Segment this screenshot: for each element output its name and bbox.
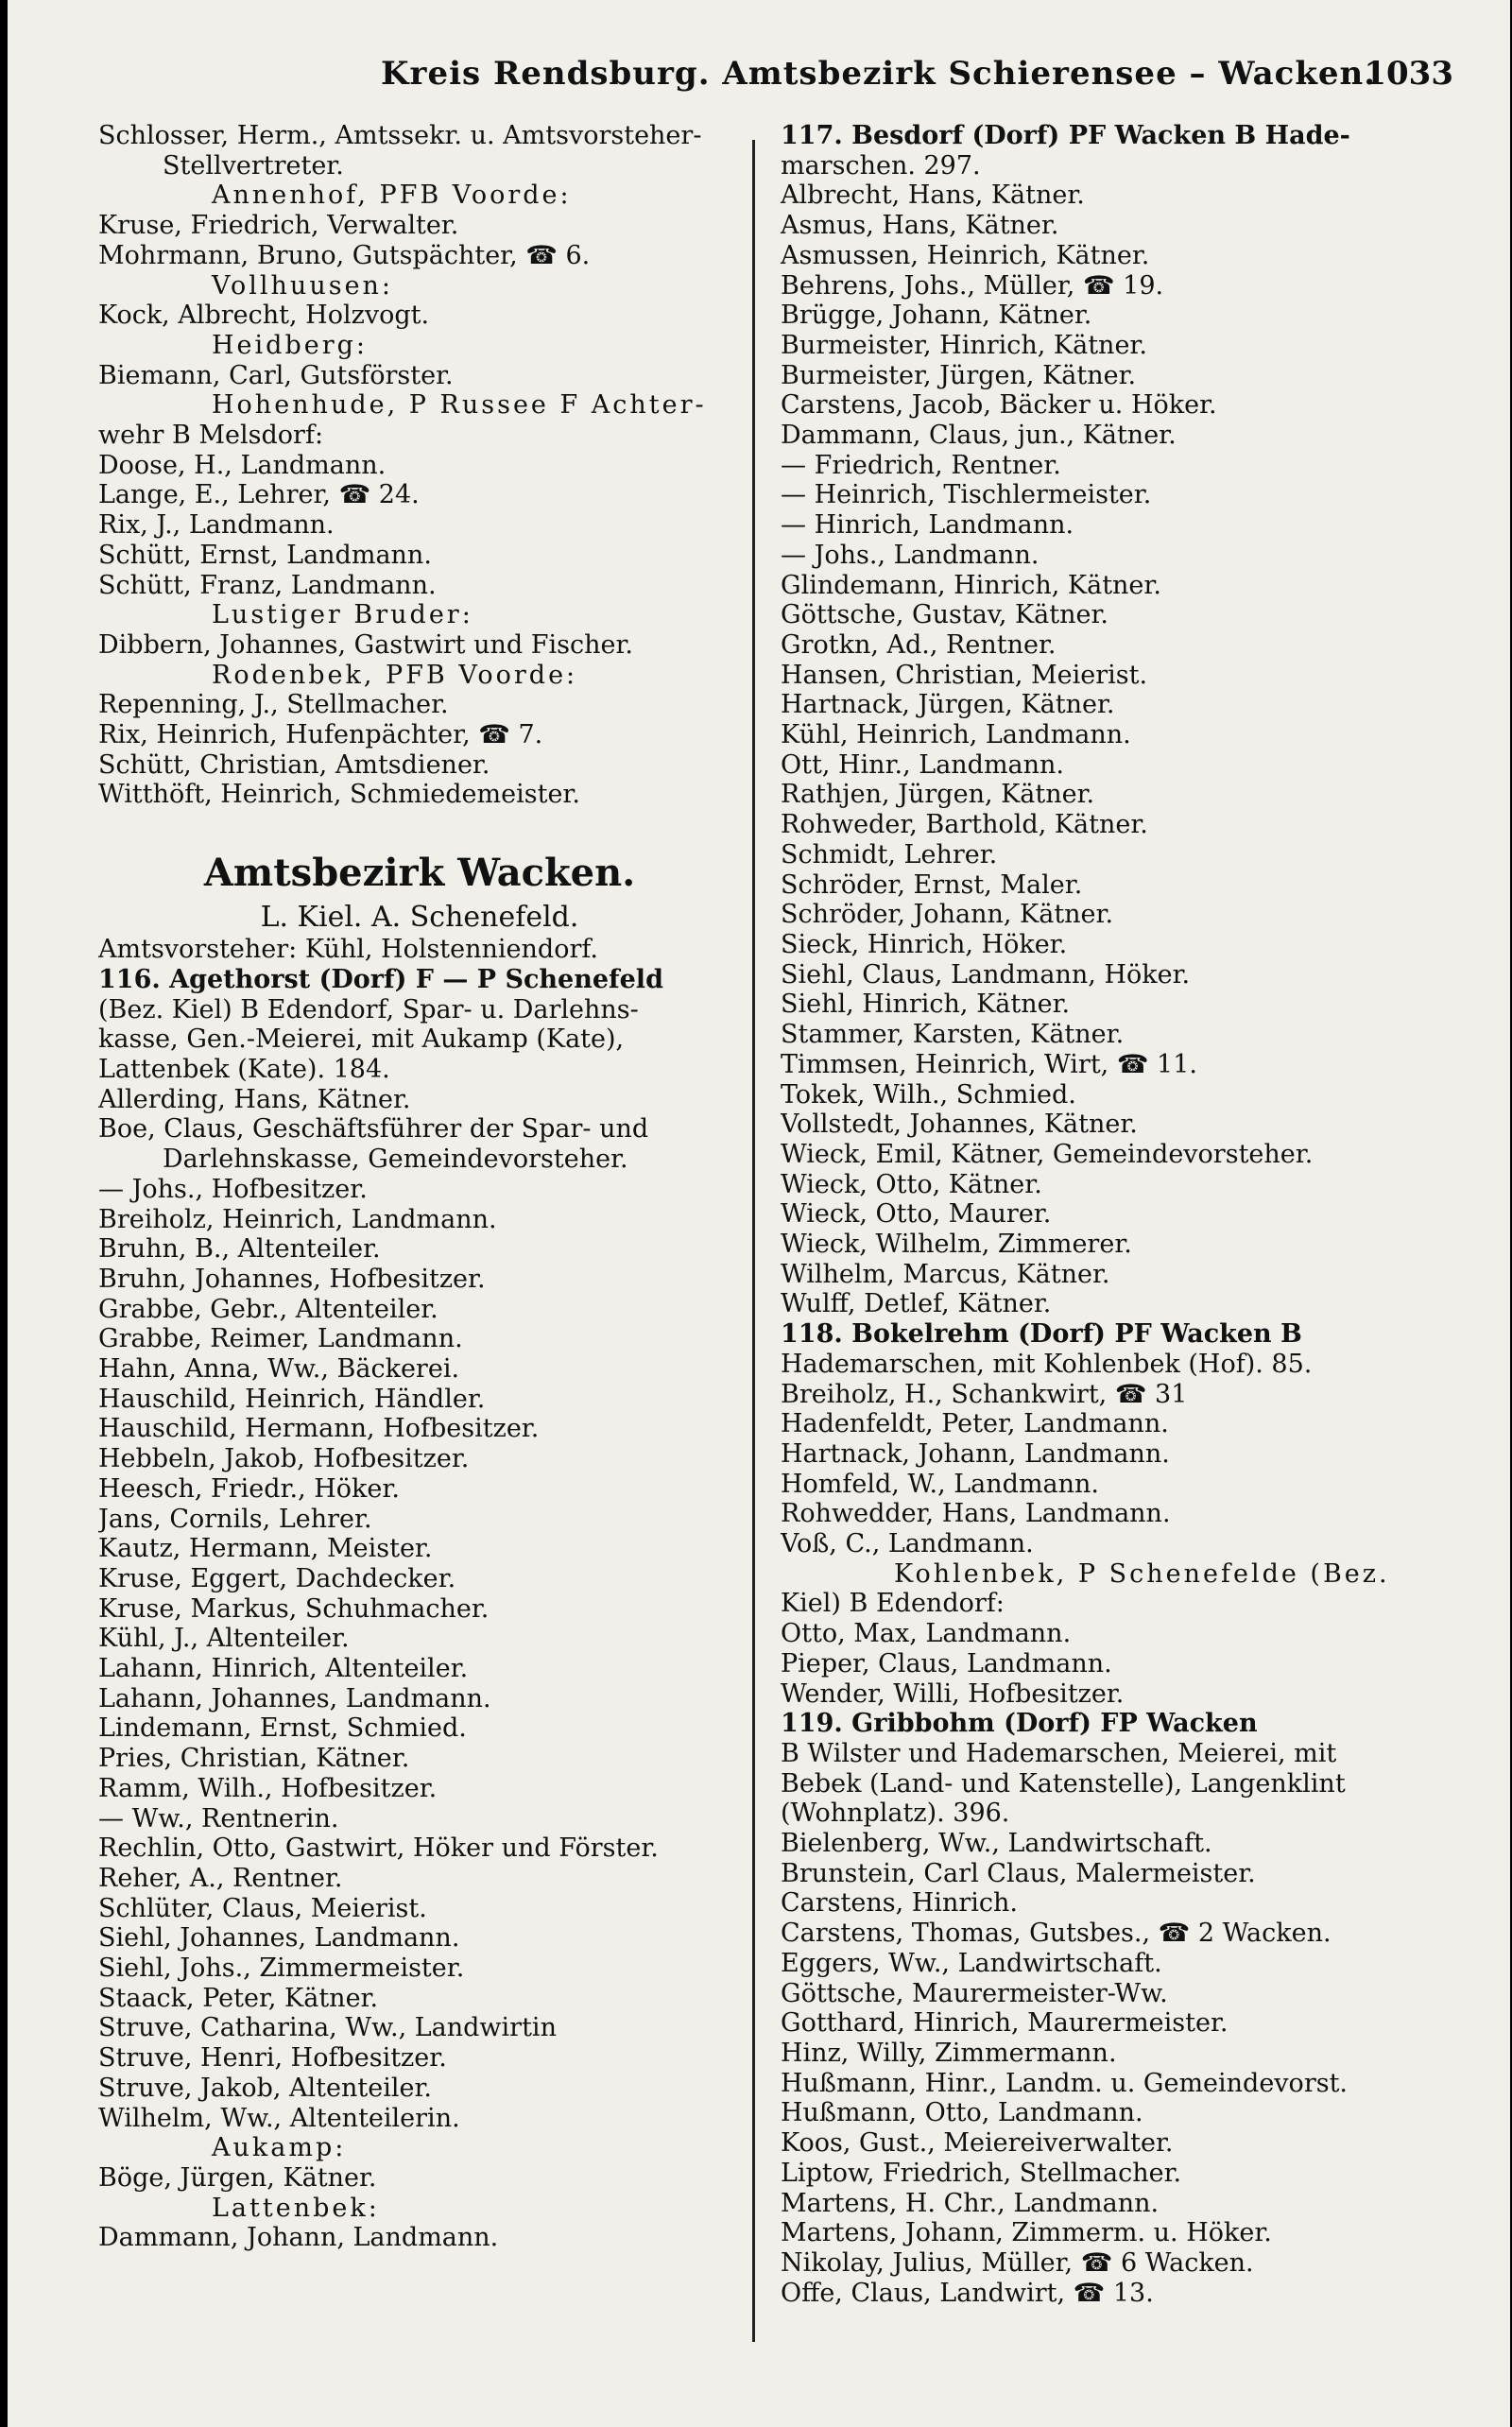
- directory-entry: Wieck, Wilhelm, Zimmerer.: [781, 1230, 1132, 1260]
- directory-entry: wehr B Melsdorf:: [98, 421, 324, 451]
- directory-entry: Brügge, Johann, Kätner.: [781, 301, 1092, 331]
- right-column: [781, 121, 1416, 2308]
- directory-entry: Wieck, Otto, Maurer.: [781, 1199, 1052, 1230]
- directory-entry: Staack, Peter, Kätner.: [98, 1983, 379, 2013]
- directory-entry: Rix, J., Landmann.: [98, 510, 335, 541]
- directory-entry: Schütt, Christian, Amtsdiener.: [98, 749, 490, 780]
- directory-entry: Bruhn, Johannes, Hofbesitzer.: [98, 1264, 486, 1294]
- directory-entry: Eggers, Ww., Landwirtschaft.: [781, 1948, 1162, 1978]
- directory-entry: Bruhn, B., Altenteiler.: [98, 1234, 381, 1265]
- directory-entry: Carstens, Jacob, Bäcker u. Höker.: [781, 390, 1217, 421]
- directory-entry: Gotthard, Hinrich, Maurermeister.: [781, 2008, 1228, 2039]
- directory-entry: Breiholz, Heinrich, Landmann.: [98, 1204, 497, 1234]
- directory-entry: (Wohnplatz). 396.: [781, 1799, 1010, 1829]
- locality-heading: Heidberg:: [212, 330, 368, 360]
- directory-entry: Allerding, Hans, Kätner.: [98, 1084, 411, 1114]
- directory-entry: Kühl, Heinrich, Landmann.: [781, 720, 1131, 750]
- directory-entry: Dibbern, Johannes, Gastwirt und Fischer.: [98, 629, 633, 660]
- directory-entry: Mohrmann, Bruno, Gutspächter, ☎ 6.: [98, 240, 591, 270]
- directory-entry: Wulff, Detlef, Kätner.: [781, 1289, 1052, 1319]
- directory-entry: Asmus, Hans, Kätner.: [781, 211, 1059, 241]
- directory-entry: Bielenberg, Ww., Landwirtschaft.: [781, 1829, 1212, 1859]
- directory-entry: Göttsche, Gustav, Kätner.: [781, 600, 1109, 630]
- directory-entry: Lahann, Johannes, Landmann.: [98, 1683, 491, 1713]
- place-entry-heading: 118. Bokelrehm (Dorf) PF Wacken B: [781, 1319, 1302, 1350]
- directory-entry: Siehl, Hinrich, Kätner.: [781, 990, 1071, 1020]
- directory-entry: Pieper, Claus, Landmann.: [781, 1648, 1112, 1678]
- directory-entry: Böge, Jürgen, Kätner.: [98, 2163, 377, 2193]
- directory-entry: Bebek (Land- und Katenstelle), Langenklint: [781, 1768, 1346, 1799]
- directory-entry: Schröder, Johann, Kätner.: [781, 900, 1114, 930]
- directory-entry: Hußmann, Otto, Landmann.: [781, 2098, 1143, 2128]
- directory-entry: Stammer, Karsten, Kätner.: [781, 1020, 1125, 1050]
- directory-entry: — Johs., Hofbesitzer.: [98, 1174, 368, 1204]
- directory-entry: Schütt, Franz, Landmann.: [98, 570, 437, 600]
- directory-entry: Grabbe, Reimer, Landmann.: [98, 1324, 463, 1354]
- directory-entry: Rix, Heinrich, Hufenpächter, ☎ 7.: [98, 720, 543, 750]
- directory-entry: Pries, Christian, Kätner.: [98, 1744, 410, 1774]
- locality-heading: Hohenhude, P Russee F Achter-: [212, 390, 707, 421]
- directory-entry: Hahn, Anna, Ww., Bäckerei.: [98, 1354, 460, 1385]
- directory-entry: Kruse, Eggert, Dachdecker.: [98, 1563, 456, 1593]
- directory-entry: Hartnack, Jürgen, Kätner.: [781, 690, 1115, 720]
- directory-entry: Kruse, Friedrich, Verwalter.: [98, 211, 459, 241]
- running-title: Kreis Rendsburg. Amtsbezirk Schierensee – Wacken.: [381, 55, 1377, 93]
- directory-entry: Hartnack, Johann, Landmann.: [781, 1438, 1170, 1469]
- directory-page: [8, 0, 1510, 2427]
- directory-entry: Otto, Max, Landmann.: [781, 1619, 1072, 1649]
- directory-entry: Wieck, Emil, Kätner, Gemeindevorsteher.: [781, 1139, 1314, 1169]
- directory-entry: Brunstein, Carl Claus, Malermeister.: [781, 1858, 1256, 1888]
- directory-entry: Heesch, Friedr., Höker.: [98, 1473, 400, 1504]
- directory-entry: Struve, Henri, Hofbesitzer.: [98, 2043, 447, 2074]
- directory-entry: kasse, Gen.-Meierei, mit Aukamp (Kate),: [98, 1024, 625, 1055]
- left-entries-top: [98, 121, 741, 810]
- directory-entry: Dammann, Claus, jun., Kätner.: [781, 421, 1177, 451]
- directory-entry: Witthöft, Heinrich, Schmiedemeister.: [98, 780, 580, 810]
- directory-entry: Göttsche, Maurermeister-Ww.: [781, 1978, 1168, 2008]
- directory-entry: Hauschild, Hermann, Hofbesitzer.: [98, 1414, 540, 1444]
- directory-entry: B Wilster und Hademarschen, Meierei, mit: [781, 1738, 1337, 1768]
- directory-entry: Siehl, Claus, Landmann, Höker.: [781, 959, 1191, 990]
- locality-heading: Lustiger Bruder:: [212, 600, 473, 630]
- locality-heading: Rodenbek, PFB Voorde:: [212, 660, 578, 690]
- page-header: [45, 55, 1472, 112]
- directory-entry: — Heinrich, Tischlermeister.: [781, 480, 1152, 510]
- section-subtitle: L. Kiel. A. Schenefeld.: [260, 901, 579, 935]
- directory-entry: Timmsen, Heinrich, Wirt, ☎ 11.: [781, 1049, 1197, 1079]
- locality-heading: Lattenbek:: [212, 2193, 380, 2223]
- directory-entry: Schmidt, Lehrer.: [781, 839, 998, 869]
- directory-entry: Struve, Jakob, Altenteiler.: [98, 2073, 432, 2103]
- directory-entry: Hauschild, Heinrich, Händler.: [98, 1384, 486, 1414]
- directory-entry: Lange, E., Lehrer, ☎ 24.: [98, 480, 420, 510]
- directory-entry: Grotkn, Ad., Rentner.: [781, 629, 1057, 660]
- directory-entry: Rathjen, Jürgen, Kätner.: [781, 780, 1095, 810]
- directory-entry: Kruse, Markus, Schuhmacher.: [98, 1593, 490, 1624]
- directory-entry: Koos, Gust., Meiereiverwalter.: [781, 2128, 1174, 2159]
- locality-heading: Kohlenbek, P Schenefelde (Bez.: [894, 1558, 1390, 1589]
- directory-entry: Martens, H. Chr., Landmann.: [781, 2188, 1160, 2218]
- directory-entry: Carstens, Thomas, Gutsbes., ☎ 2 Wacken.: [781, 1919, 1332, 1949]
- locality-heading: Vollhuusen:: [212, 270, 394, 301]
- locality-heading: Aukamp:: [212, 2133, 347, 2163]
- directory-entry: Repenning, J., Stellmacher.: [98, 690, 449, 720]
- directory-entry: Amtsvorsteher: Kühl, Holstenniendorf.: [98, 935, 598, 965]
- column-divider: [752, 140, 755, 2342]
- directory-entry: Tokek, Wilh., Schmied.: [781, 1079, 1076, 1110]
- directory-entry: Albrecht, Hans, Kätner.: [781, 181, 1085, 211]
- directory-entry: Lahann, Hinrich, Altenteiler.: [98, 1654, 469, 1684]
- directory-entry: Homfeld, W., Landmann.: [781, 1469, 1099, 1499]
- directory-entry: Sieck, Hinrich, Höker.: [781, 929, 1068, 959]
- directory-entry: Kiel) B Edendorf:: [781, 1589, 1005, 1619]
- directory-entry: Glindemann, Hinrich, Kätner.: [781, 570, 1161, 600]
- directory-entry: Wieck, Otto, Kätner.: [781, 1169, 1042, 1199]
- directory-entry: Biemann, Carl, Gutsförster.: [98, 360, 454, 390]
- directory-entry: — Hinrich, Landmann.: [781, 510, 1074, 541]
- directory-entry: Schröder, Ernst, Maler.: [781, 869, 1083, 900]
- directory-entry: Voß, C., Landmann.: [781, 1529, 1034, 1559]
- left-entries-wacken: [98, 935, 741, 2253]
- directory-entry: Reher, A., Rentner.: [98, 1863, 343, 1893]
- directory-entry: Struve, Catharina, Ww., Landwirtin: [98, 2013, 557, 2043]
- section-title: Amtsbezirk Wacken.: [203, 851, 636, 896]
- directory-entry: Liptow, Friedrich, Stellmacher.: [781, 2158, 1182, 2188]
- directory-entry: Breiholz, H., Schankwirt, ☎ 31: [781, 1379, 1188, 1409]
- directory-entry: Hadenfeldt, Peter, Landmann.: [781, 1409, 1169, 1439]
- directory-entry: Grabbe, Gebr., Altenteiler.: [98, 1294, 438, 1324]
- place-entry-heading: 119. Gribbohm (Dorf) FP Wacken: [781, 1709, 1258, 1739]
- directory-entry: Lindemann, Ernst, Schmied.: [98, 1713, 467, 1744]
- directory-entry: Siehl, Johannes, Landmann.: [98, 1923, 460, 1954]
- place-entry-heading: 116. Agethorst (Dorf) F — P Schenefeld: [98, 964, 663, 994]
- directory-entry: Rohweder, Barthold, Kätner.: [781, 810, 1148, 840]
- directory-entry: Schütt, Ernst, Landmann.: [98, 540, 432, 570]
- directory-entry: — Ww., Rentnerin.: [98, 1803, 339, 1833]
- directory-entry: Offe, Claus, Landwirt, ☎ 13.: [781, 2278, 1154, 2308]
- directory-entry: Kautz, Hermann, Meister.: [98, 1534, 433, 1564]
- directory-entry: Wender, Willi, Hofbesitzer.: [781, 1678, 1125, 1709]
- directory-entry: Asmussen, Heinrich, Kätner.: [781, 240, 1150, 270]
- directory-entry: Hinz, Willy, Zimmermann.: [781, 2039, 1117, 2068]
- locality-heading: Annenhof, PFB Voorde:: [212, 181, 572, 211]
- directory-entry: Schlosser, Herm., Amtssekr. u. Amtsvorsteher-: [98, 121, 702, 150]
- directory-entry: Dammann, Johann, Landmann.: [98, 2223, 499, 2253]
- directory-entry: Ramm, Wilh., Hofbesitzer.: [98, 1773, 438, 1803]
- directory-entry: Burmeister, Hinrich, Kätner.: [781, 330, 1147, 360]
- directory-entry: Stellvertreter.: [163, 150, 344, 181]
- directory-entry: Burmeister, Jürgen, Kätner.: [781, 360, 1137, 390]
- directory-entry: Rechlin, Otto, Gastwirt, Höker und Förster.: [98, 1833, 659, 1864]
- directory-entry: Hademarschen, mit Kohlenbek (Hof). 85.: [781, 1349, 1313, 1379]
- directory-entry: Ott, Hinr., Landmann.: [781, 749, 1065, 780]
- directory-entry: Jans, Cornils, Lehrer.: [98, 1504, 372, 1534]
- directory-entry: Kühl, J., Altenteiler.: [98, 1624, 350, 1654]
- directory-entry: — Friedrich, Rentner.: [781, 450, 1061, 480]
- place-entry-heading: 117. Besdorf (Dorf) PF Wacken B Hade-: [781, 121, 1350, 150]
- directory-entry: Lattenbek (Kate). 184.: [98, 1054, 390, 1084]
- directory-entry: Behrens, Johs., Müller, ☎ 19.: [781, 270, 1164, 301]
- directory-entry: Hebbeln, Jakob, Hofbesitzer.: [98, 1444, 470, 1474]
- directory-entry: Kock, Albrecht, Holzvogt.: [98, 301, 430, 331]
- directory-entry: Wilhelm, Marcus, Kätner.: [781, 1259, 1110, 1289]
- directory-entry: Schlüter, Claus, Meierist.: [98, 1893, 427, 1923]
- directory-entry: Hansen, Christian, Meierist.: [781, 660, 1148, 690]
- directory-entry: Boe, Claus, Geschäftsführer der Spar- und: [98, 1114, 649, 1145]
- directory-entry: Darlehnskasse, Gemeindevorsteher.: [163, 1145, 628, 1175]
- directory-entry: Nikolay, Julius, Müller, ☎ 6 Wacken.: [781, 2247, 1254, 2278]
- page-number: 1033: [1364, 55, 1453, 93]
- right-entries: [781, 121, 1416, 2308]
- directory-entry: — Johs., Landmann.: [781, 540, 1040, 570]
- directory-entry: Hußmann, Hinr., Landm. u. Gemeindevorst.: [781, 2068, 1349, 2098]
- directory-entry: Siehl, Johs., Zimmermeister.: [98, 1954, 465, 1984]
- directory-entry: Doose, H., Landmann.: [98, 450, 387, 480]
- directory-entry: Carstens, Hinrich.: [781, 1888, 1018, 1919]
- left-column: [98, 121, 741, 2253]
- directory-entry: marschen. 297.: [781, 150, 981, 181]
- directory-entry: Wilhelm, Ww., Altenteilerin.: [98, 2103, 460, 2133]
- directory-entry: Rohwedder, Hans, Landmann.: [781, 1499, 1171, 1529]
- directory-entry: Vollstedt, Johannes, Kätner.: [781, 1110, 1138, 1140]
- directory-entry: Martens, Johann, Zimmerm. u. Höker.: [781, 2218, 1272, 2248]
- directory-entry: (Bez. Kiel) B Edendorf, Spar- u. Darlehns-: [98, 994, 639, 1024]
